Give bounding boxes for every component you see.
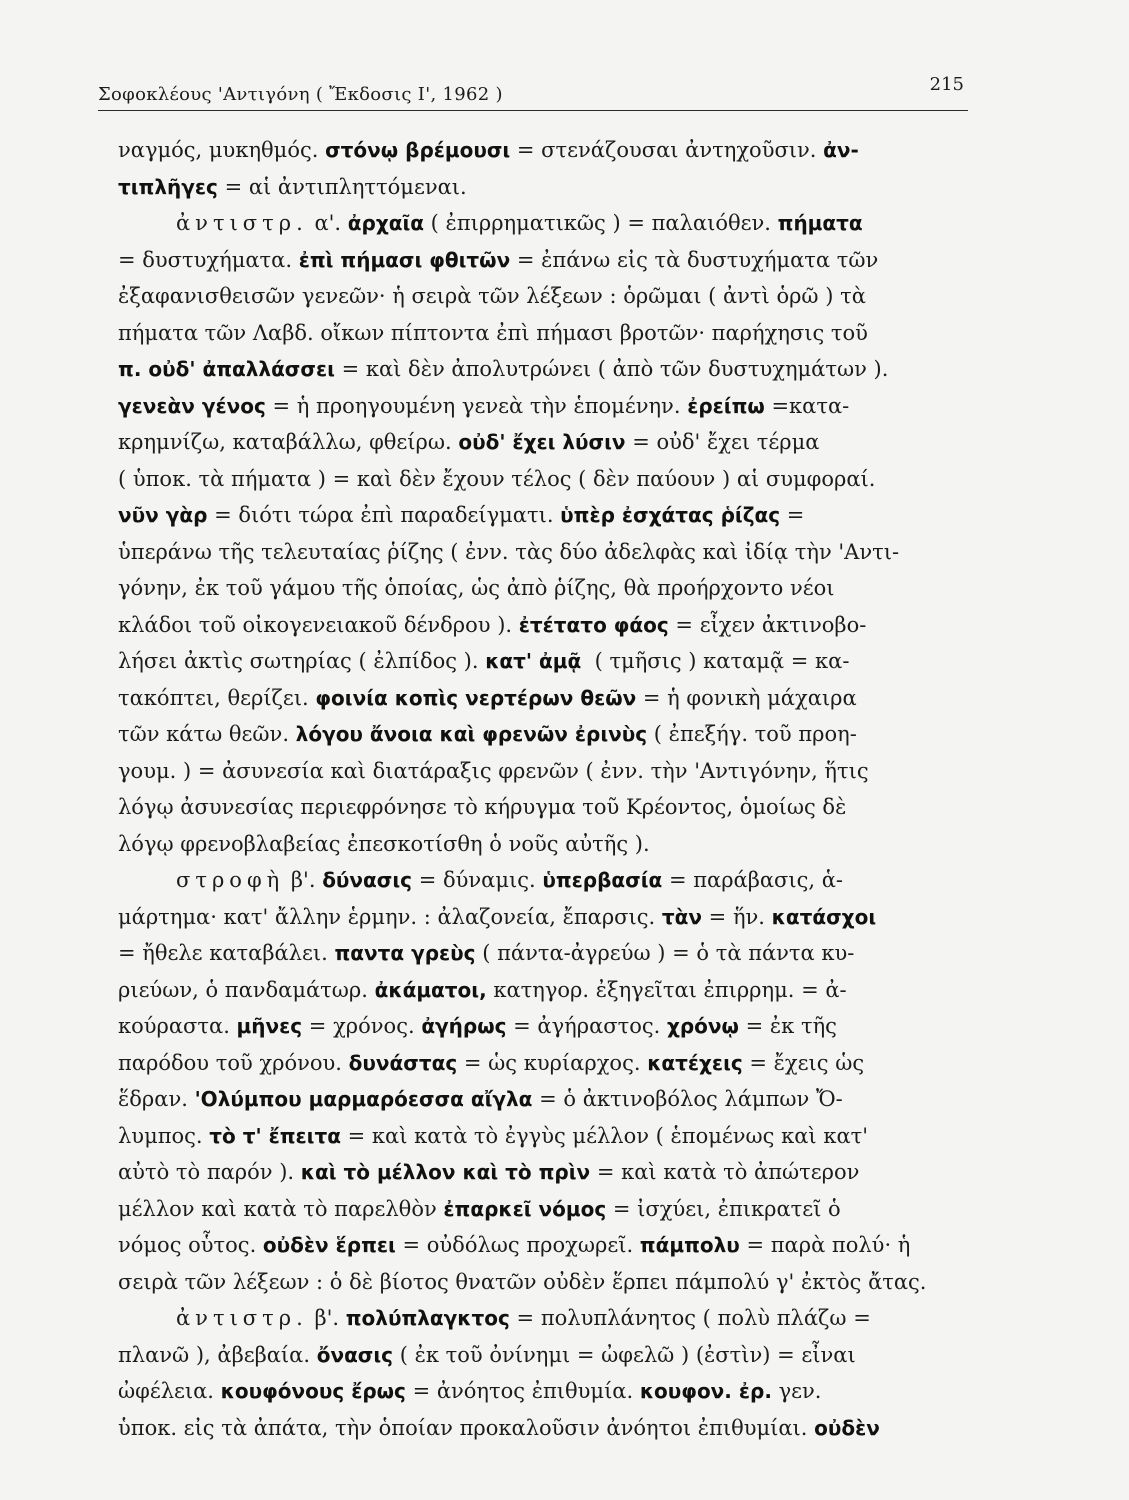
- gloss-text: =κατα-: [764, 393, 850, 418]
- lemma: κουφόνους ἔρως: [220, 1379, 406, 1403]
- gloss-text: ( ὑποκ. τὰ πήματα ) = καὶ δὲν ἔχουν τέλος ( δὲν παύουν ) αἱ συμφοραί.: [118, 466, 876, 491]
- text-line: [118, 315, 968, 352]
- gloss-text: = παρὰ πολύ· ἡ: [739, 1233, 911, 1257]
- gloss-text: ὑπεράνω τῆς τελευταίας ῥίζης ( ἐνν. τὰς δύο ἀδελφὰς καὶ ἰδίᾳ τὴν 'Αντι-: [118, 539, 900, 564]
- lemma: λόγου ἄνοια καὶ φρενῶν ἐρινὺς: [295, 722, 648, 746]
- gloss-text: κρημνίζω, καταβάλλω, φθείρω.: [118, 430, 459, 454]
- lemma: τὰν: [661, 904, 702, 929]
- gloss-text: τῶν κάτω θεῶν.: [118, 722, 296, 746]
- lemma: χρόνῳ: [666, 1014, 739, 1038]
- lemma: κουφον. ἐρ.: [639, 1379, 772, 1403]
- lemma: π. οὐδ' ἀπαλλάσσει: [118, 357, 335, 381]
- lemma: δύνασις: [322, 868, 413, 892]
- text-line: [118, 643, 968, 680]
- gloss-text: αὐτὸ τὸ παρόν ).: [118, 1160, 301, 1184]
- text-line: [118, 461, 968, 498]
- text-line: [118, 1008, 968, 1045]
- lemma: ἀρχαῖα: [347, 211, 424, 235]
- gloss-text: = καὶ κατὰ τὸ ἐγγὺς μέλλον ( ἑπομένως καὶ κατ': [340, 1123, 869, 1148]
- gloss-text: παρόδου τοῦ χρόνου.: [118, 1050, 349, 1075]
- lemma: ἀγήρως: [421, 1014, 507, 1038]
- lemma: γενεὰν γένος: [118, 393, 266, 418]
- gloss-text: = ἥν.: [702, 904, 772, 929]
- lemma: καὶ τὸ μέλλον καὶ τὸ πρὶν: [300, 1160, 591, 1184]
- lemma: δυνάστας: [348, 1050, 458, 1075]
- text-line: [118, 1337, 968, 1374]
- lemma: ἐτέτατο φάος: [518, 612, 669, 637]
- gloss-text: ( πάντα-ἀγρεύω ) = ὁ τὰ πάντα κυ-: [475, 941, 855, 965]
- gloss-text: κατηγορ. ἐξηγεῖται ἐπιρρημ. = ἀ-: [486, 977, 847, 1002]
- text-line: [118, 1118, 968, 1155]
- gloss-text: = οὐδόλως προχωρεῖ.: [395, 1233, 640, 1257]
- gloss-text: β'.: [284, 868, 323, 892]
- gloss-text: λυμπος.: [118, 1123, 210, 1148]
- gloss-text: ριεύων, ὁ πανδαμάτωρ.: [118, 977, 375, 1002]
- text-line: [118, 424, 968, 461]
- gloss-text: = ὡς κυρίαρχος.: [457, 1050, 648, 1075]
- section-label: στροφὴ: [176, 868, 285, 892]
- gloss-text: κούραστα.: [118, 1014, 237, 1038]
- gloss-text: = ἔχεις ὡς: [742, 1050, 865, 1075]
- text-line: [118, 680, 968, 717]
- gloss-text: = καὶ δὲν ἀπολυτρώνει ( ἀπὸ τῶν δυστυχημάτων ).: [334, 357, 889, 381]
- lemma: ὄνασις: [316, 1342, 394, 1367]
- gloss-text: μάρτημα· κατ' ἄλλην ἑρμην. : ἀλαζονεία, ἔπαρσις.: [118, 904, 662, 929]
- lemma: ἐπαρκεῖ νόμος: [443, 1196, 607, 1221]
- lemma: οὐδ' ἔχει λύσιν: [458, 430, 626, 454]
- gloss-text: γόνην, ἐκ τοῦ γάμου τῆς ὁποίας, ὡς ἀπὸ ῥίζης, θὰ προήρχοντο νέοι: [118, 576, 835, 600]
- text-line: [118, 1264, 968, 1301]
- gloss-text: ( ἐπεξήγ. τοῦ προη-: [647, 722, 857, 746]
- gloss-text: = ἤθελε καταβάλει.: [118, 941, 335, 965]
- gloss-text: = αἱ ἀντιπληττόμεναι.: [217, 174, 467, 199]
- text-line: [118, 351, 968, 388]
- gloss-text: = ἰσχύει, ἐπικρατεῖ ὁ: [606, 1196, 841, 1221]
- gloss-text: πλανῶ ), ἀβεβαία.: [118, 1342, 317, 1367]
- text-line: [118, 278, 968, 315]
- gloss-text: πήματα τῶν Λαβδ. οἴκων πίπτοντα ἐπὶ πήμασι βροτῶν· παρήχησις τοῦ: [118, 320, 868, 345]
- text-line: [118, 1373, 968, 1410]
- lemma: νῦν γὰρ: [118, 503, 208, 527]
- gloss-text: λόγῳ φρενοβλαβείας ἐπεσκοτίσθη ὁ νοῦς αὐτῆς ).: [118, 831, 650, 856]
- lemma: ὑπερβασία: [542, 868, 663, 892]
- lemma: πολύπλαγκτος: [345, 1306, 510, 1330]
- text-line: [118, 570, 968, 607]
- running-head: [98, 74, 968, 111]
- lemma: στόνῳ βρέμουσι: [325, 138, 511, 162]
- gloss-text: = χρόνος.: [302, 1014, 422, 1038]
- gloss-text: α'.: [307, 211, 348, 235]
- lemma: οὐδὲν ἕρπει: [262, 1233, 396, 1257]
- gloss-text: γεν.: [771, 1379, 822, 1403]
- gloss-text: = ὁ ἀκτινοβόλος λάμπων Ὄ-: [532, 1087, 843, 1111]
- text-line: [118, 899, 968, 936]
- lemma: οὐδὲν: [814, 1415, 880, 1440]
- text-line: [118, 388, 968, 425]
- lemma: μῆνες: [236, 1014, 303, 1038]
- lemma: ἐρείπω: [687, 393, 765, 418]
- text-line: [118, 205, 968, 242]
- gloss-text: = πολυπλάνητος ( πολὺ πλάζω =: [509, 1306, 871, 1330]
- gloss-text: λόγῳ ἀσυνεσίας περιεφρόνησε τὸ κήρυγμα τοῦ Κρέοντος, ὁμοίως δὲ: [118, 795, 847, 819]
- gloss-text: τακόπτει, θερίζει.: [118, 685, 316, 710]
- text-line: [118, 534, 968, 571]
- lemma: κατ' ἀμᾷ: [485, 649, 582, 673]
- lemma: τὸ τ' ἔπειτα: [209, 1123, 341, 1148]
- gloss-text: ναγμός, μυκηθμός.: [118, 138, 326, 162]
- gloss-text: = δυστυχήματα.: [118, 247, 299, 272]
- text-line: [118, 1410, 968, 1447]
- gloss-text: γουμ. ) = ἀσυνεσία καὶ διατάραξις φρενῶν ( ἐνν. τὴν 'Αντιγόνην, ἥτις: [118, 758, 869, 783]
- gloss-text: νόμος οὗτος.: [118, 1233, 263, 1257]
- text-line: [118, 1227, 968, 1264]
- gloss-text: ὑποκ. εἰς τὰ ἀπάτα, τὴν ὁποίαν προκαλοῦσιν ἀνόητοι ἐπιθυμίαι.: [118, 1415, 815, 1440]
- gloss-text: = ἐκ τῆς: [738, 1014, 837, 1038]
- gloss-text: σειρὰ τῶν λέξεων : ὁ δὲ βίοτος θνατῶν οὐδὲν ἕρπει πάμπολύ γ' ἐκτὸς ἄτας.: [118, 1269, 927, 1294]
- text-line: [118, 972, 968, 1009]
- gloss-text: ( ἐκ τοῦ ὀνίνημι = ὠφελῶ ) (ἐστὶν) = εἶναι: [393, 1342, 856, 1367]
- lemma: παντα γρεὺς: [334, 941, 476, 965]
- lemma: ἀν-: [823, 138, 859, 162]
- gloss-text: = παράβασις, ἁ-: [662, 868, 844, 892]
- lemma: ὑπὲρ ἐσχάτας ῥίζας: [560, 503, 781, 527]
- lemma: ἐπὶ πήμασι φθιτῶν: [298, 247, 511, 272]
- text-line: [118, 1154, 968, 1191]
- gloss-text: λήσει ἀκτὶς σωτηρίας ( ἐλπίδος ).: [118, 649, 486, 673]
- gloss-text: β'.: [307, 1306, 346, 1330]
- text-line: [118, 862, 968, 899]
- text-line: [118, 789, 968, 826]
- lemma: φοινία κοπὶς νερτέρων θεῶν: [315, 685, 637, 710]
- lemma: 'Ολύμπου μαρμαρόεσσα αἴγλα: [194, 1087, 533, 1111]
- gloss-text: = στενάζουσαι ἀντηχοῦσιν.: [510, 138, 824, 162]
- gloss-text: = ἀγήραστος.: [506, 1014, 667, 1038]
- text-line: [118, 242, 968, 279]
- gloss-text: ὠφέλεια.: [118, 1379, 221, 1403]
- gloss-text: = οὐδ' ἔχει τέρμα: [625, 430, 820, 454]
- gloss-text: ( τμῆσις ) καταμᾷ = κα-: [581, 649, 850, 673]
- text-line: [118, 935, 968, 972]
- text-line: [118, 497, 968, 534]
- gloss-text: κλάδοι τοῦ οἰκογενειακοῦ δένδρου ).: [118, 612, 519, 637]
- text-line: [118, 132, 968, 169]
- lemma: κατέχεις: [647, 1050, 743, 1075]
- gloss-text: = εἶχεν ἀκτινοβο-: [668, 612, 867, 637]
- gloss-text: μέλλον καὶ κατὰ τὸ παρελθὸν: [118, 1196, 444, 1221]
- gloss-text: ( ἐπιρρηματικῶς ) = παλαιόθεν.: [424, 211, 778, 235]
- text-line: [118, 826, 968, 863]
- gloss-text: = ἀνόητος ἐπιθυμία.: [405, 1379, 640, 1403]
- lemma: πήματα: [777, 211, 863, 235]
- gloss-text: = ἡ προηγουμένη γενεὰ τὴν ἑπομένην.: [265, 393, 688, 418]
- text-line: [118, 1191, 968, 1228]
- text-line: [118, 753, 968, 790]
- gloss-text: =: [780, 503, 805, 527]
- lemma: τιπλῆγες: [118, 174, 218, 199]
- text-line: [118, 1045, 968, 1082]
- gloss-text: ἐξαφανισθεισῶν γενεῶν· ἡ σειρὰ τῶν λέξεων : ὁρῶμαι ( ἀντὶ ὁρῶ ) τὰ: [118, 284, 866, 308]
- text-line: [118, 716, 968, 753]
- running-title: Σοφοκλέους 'Αντιγόνη ( Ἔκδοσις Ι', 1962 ): [98, 84, 503, 105]
- gloss-text: ἕδραν.: [118, 1087, 195, 1111]
- lemma: ἀκάματοι,: [374, 977, 487, 1002]
- page-number: 215: [929, 74, 964, 95]
- lemma: κατάσχοι: [771, 904, 877, 929]
- text-line: [118, 1081, 968, 1118]
- commentary-text: [118, 132, 968, 1446]
- text-line: [118, 169, 968, 206]
- section-label: ἀντιστρ.: [176, 211, 308, 235]
- gloss-text: = ἡ φονικὴ μάχαιρα: [636, 685, 857, 710]
- gloss-text: = δύναμις.: [412, 868, 543, 892]
- gloss-text: = ἐπάνω εἰς τὰ δυστυχήματα τῶν: [510, 247, 879, 272]
- gloss-text: = διότι τώρα ἐπὶ παραδείγματι.: [207, 503, 561, 527]
- text-line: [118, 1300, 968, 1337]
- section-label: ἀντιστρ.: [176, 1306, 308, 1330]
- text-line: [118, 607, 968, 644]
- gloss-text: = καὶ κατὰ τὸ ἀπώτερον: [590, 1160, 860, 1184]
- lemma: πάμπολυ: [639, 1233, 740, 1257]
